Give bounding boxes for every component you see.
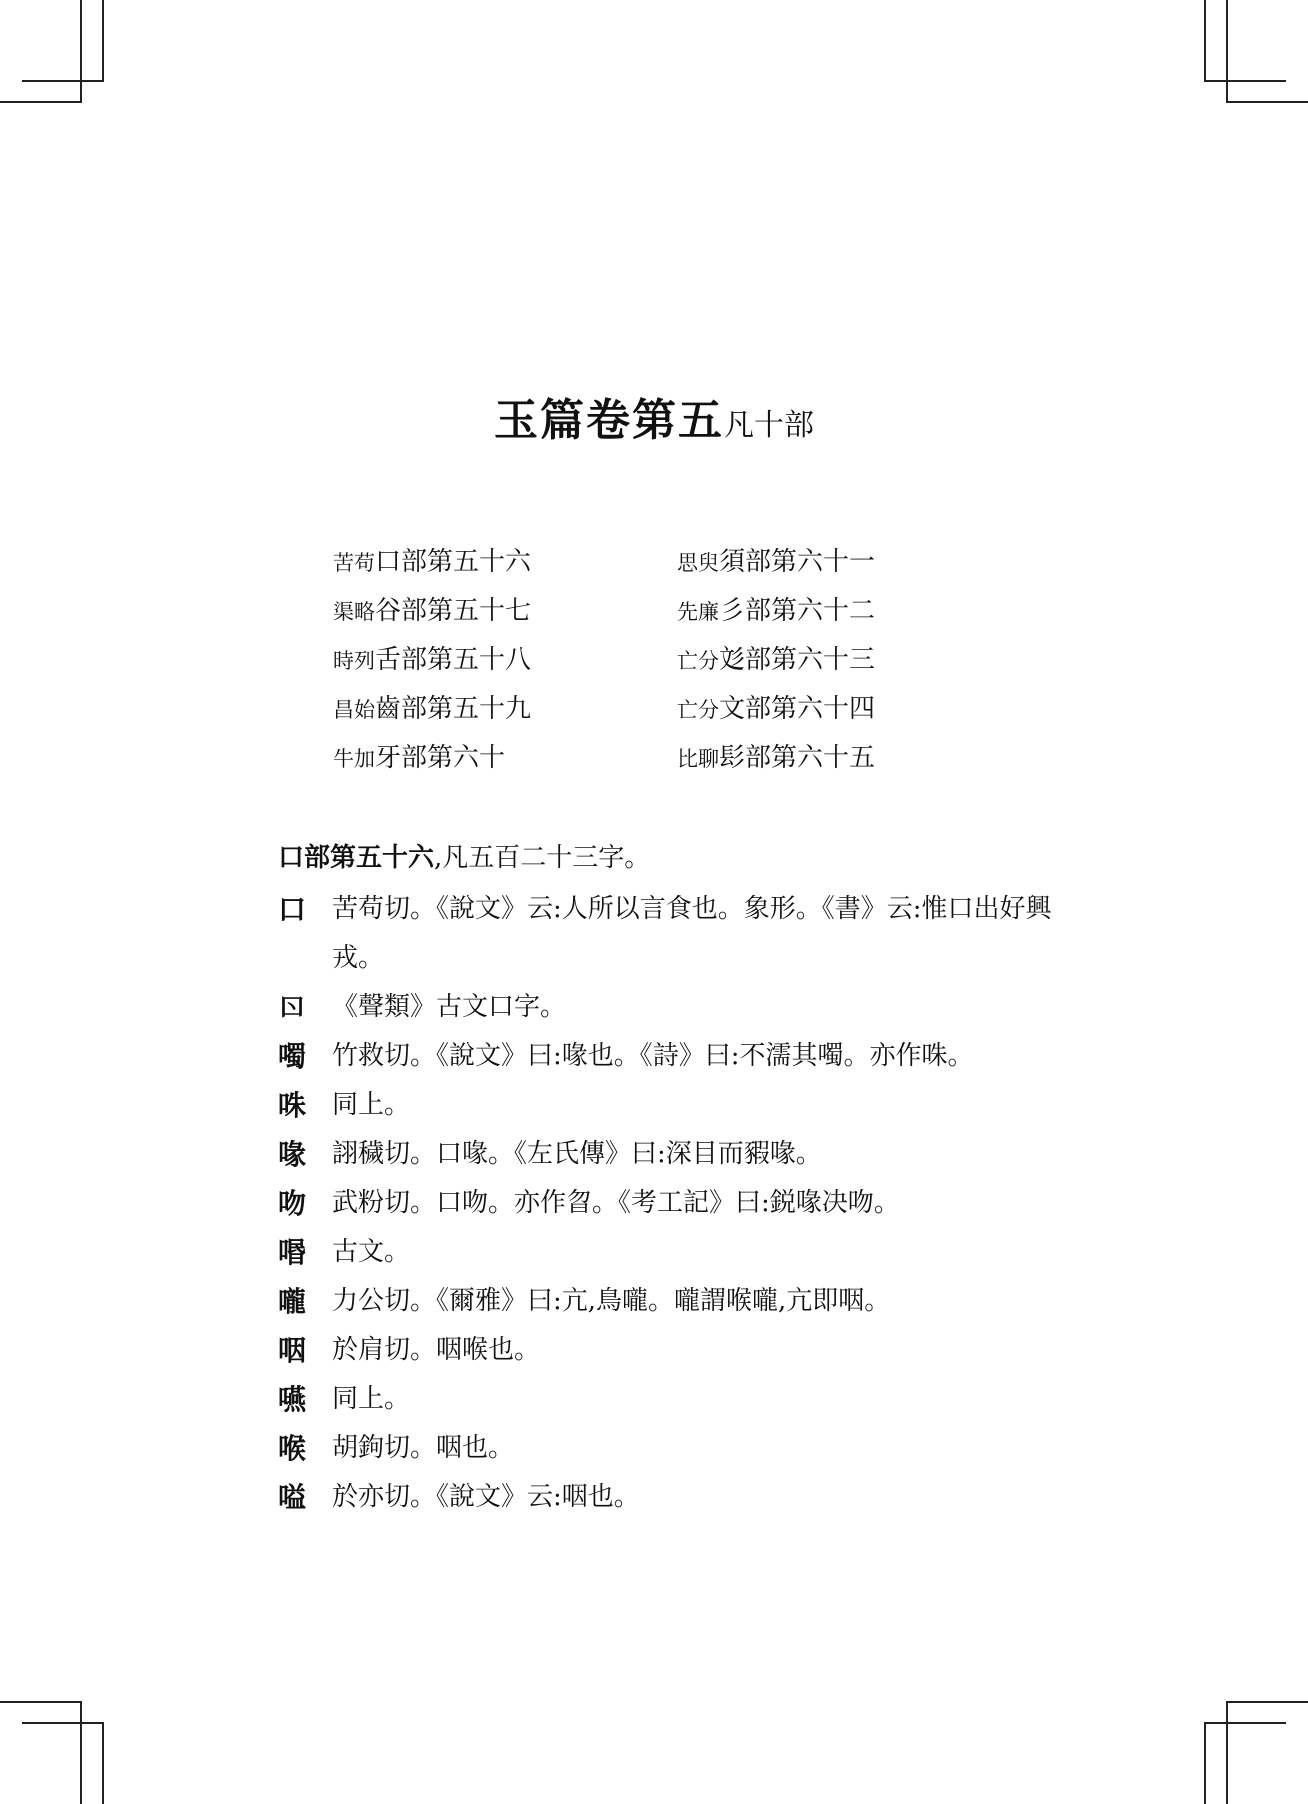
- toc-left-column: [333, 542, 613, 787]
- toc-item: [677, 591, 957, 640]
- entry-definition: 胡鉤切。咽也。: [332, 1433, 515, 1463]
- toc-fanqie: 比聊: [677, 747, 719, 771]
- entry-definition: 於亦切。《說文》云:咽也。: [332, 1482, 640, 1512]
- entry-definition: 武粉切。口吻。亦作曶。《考工記》曰:鋭喙决吻。: [332, 1188, 900, 1218]
- crop-mark: [0, 101, 82, 103]
- toc-fanqie: 苦苟: [333, 551, 375, 575]
- toc-label: 齒部第五十九: [375, 694, 532, 724]
- section-count: ,凡五百二十三字。: [434, 843, 651, 873]
- dictionary-body: [278, 836, 1078, 1522]
- dictionary-entry: [278, 1032, 1078, 1081]
- entry-headword: 吻: [278, 1187, 307, 1220]
- toc-label: 牙部第六十: [375, 743, 506, 773]
- crop-mark: [102, 1724, 104, 1804]
- toc-label: 彡部第六十二: [719, 596, 876, 626]
- entry-headword: 嚥: [278, 1383, 307, 1416]
- crop-mark: [1204, 80, 1286, 82]
- entry-definition: 詡穢切。口喙。《左氏傳》曰:深目而豭喙。: [332, 1139, 822, 1169]
- toc-item: [333, 738, 613, 787]
- crop-mark: [1226, 1701, 1308, 1703]
- toc-fanqie: 思臾: [677, 551, 719, 575]
- toc-item: [333, 689, 613, 738]
- toc-item: [677, 640, 957, 689]
- toc-right-column: [677, 542, 957, 787]
- toc-item: [677, 689, 957, 738]
- dictionary-entry: [278, 983, 1078, 1032]
- entry-definition: 《聲類》古文口字。: [332, 992, 567, 1022]
- dictionary-entry: [278, 1081, 1078, 1130]
- entry-headword: 咮: [278, 1089, 307, 1122]
- crop-mark: [22, 80, 104, 82]
- crop-mark: [80, 1703, 82, 1804]
- dictionary-entry: [278, 1228, 1078, 1277]
- dictionary-entry: [278, 1277, 1078, 1326]
- crop-mark: [1204, 0, 1206, 80]
- entry-headword: 咽: [278, 1334, 307, 1367]
- entry-definition: 竹救切。《說文》曰:喙也。《詩》曰:不濡其噣。亦作咮。: [332, 1041, 974, 1071]
- toc-fanqie: 牛加: [333, 747, 375, 771]
- toc-fanqie: 渠略: [333, 600, 375, 624]
- crop-mark: [22, 1722, 104, 1724]
- toc-label: 舌部第五十八: [375, 645, 532, 675]
- section-heading: [278, 836, 1078, 885]
- toc-fanqie: 時列: [333, 649, 375, 673]
- page-title: [0, 384, 1308, 448]
- crop-mark: [80, 0, 82, 101]
- toc-label: 須部第六十一: [719, 547, 876, 577]
- dictionary-entry: [278, 885, 1078, 983]
- crop-mark: [1204, 1722, 1286, 1724]
- entry-headword: 喉: [278, 1432, 307, 1465]
- toc-fanqie: 亡分: [677, 649, 719, 673]
- entry-headword: 𠮚: [278, 991, 307, 1024]
- entry-definition: 於肩切。咽喉也。: [332, 1335, 541, 1365]
- toc-fanqie: 亡分: [677, 698, 719, 722]
- crop-mark: [0, 1701, 82, 1703]
- toc-fanqie: 先廉: [677, 600, 719, 624]
- crop-mark: [102, 0, 104, 80]
- toc-label: 口部第五十六: [375, 547, 532, 577]
- title-sub: 凡十部: [724, 408, 814, 443]
- toc-label: 谷部第五十七: [375, 596, 532, 626]
- toc-item: [677, 542, 957, 591]
- entry-headword: 嚨: [278, 1285, 307, 1318]
- toc-item: [333, 640, 613, 689]
- crop-mark: [1226, 1703, 1228, 1804]
- entry-definition: 同上。: [332, 1384, 411, 1414]
- dictionary-entry: [278, 1326, 1078, 1375]
- entry-definition: 力公切。《爾雅》曰:亢,鳥嚨。嚨謂喉嚨,亢即咽。: [332, 1286, 891, 1316]
- toc-label: 文部第六十四: [719, 694, 876, 724]
- entry-headword: 㗃: [278, 1236, 307, 1269]
- entry-headword: 嗌: [278, 1481, 307, 1514]
- dictionary-entry: [278, 1424, 1078, 1473]
- toc-label: 彣部第六十三: [719, 645, 876, 675]
- dictionary-entry: [278, 1130, 1078, 1179]
- title-main: 玉篇卷第五: [494, 395, 724, 446]
- crop-mark: [1204, 1724, 1206, 1804]
- toc-item: [677, 738, 957, 787]
- toc-item: [333, 591, 613, 640]
- toc-label: 髟部第六十五: [719, 743, 876, 773]
- entry-headword: 噣: [278, 1040, 307, 1073]
- entry-definition: 古文。: [332, 1237, 411, 1267]
- dictionary-entry: [278, 1473, 1078, 1522]
- crop-mark: [1226, 101, 1308, 103]
- crop-mark: [1226, 0, 1228, 101]
- toc-item: [333, 542, 613, 591]
- entry-definition: 同上。: [332, 1090, 411, 1120]
- section-name: 口部第五十六: [278, 843, 435, 873]
- dictionary-entry: [278, 1179, 1078, 1228]
- entry-definition: 苦苟切。《說文》云:人所以言食也。象形。《書》云:惟口出好興戎。: [332, 894, 1052, 973]
- entry-headword: 口: [278, 893, 307, 926]
- toc-fanqie: 昌始: [333, 698, 375, 722]
- dictionary-entry: [278, 1375, 1078, 1424]
- entry-headword: 喙: [278, 1138, 307, 1171]
